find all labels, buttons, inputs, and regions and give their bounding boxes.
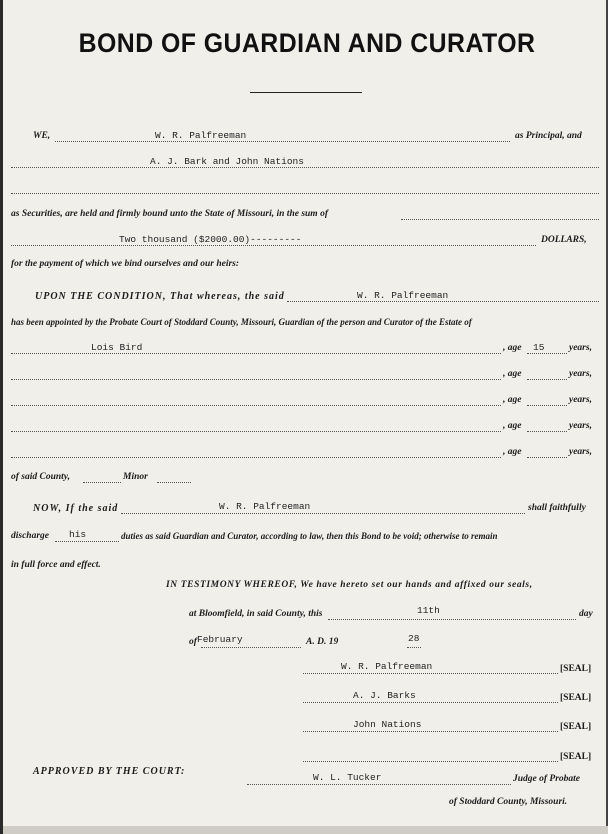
- blank-line: [11, 193, 599, 194]
- month-value: February: [197, 634, 243, 645]
- signature-line-3: [303, 731, 558, 732]
- day-label: day: [579, 609, 593, 619]
- force-text: in full force and effect.: [11, 560, 101, 570]
- minor-label: Minor: [123, 472, 148, 482]
- ward-line-2: [11, 379, 501, 380]
- ad-label: A. D. 19: [306, 637, 339, 647]
- ward-line-5: [11, 457, 501, 458]
- signature-2: A. J. Barks: [353, 690, 416, 701]
- judge-name: W. L. Tucker: [313, 772, 382, 783]
- we-label: WE,: [33, 131, 51, 141]
- years-label-5: years,: [569, 447, 592, 457]
- sum-line-1: [401, 219, 599, 220]
- minor-line: [157, 482, 191, 483]
- title-rule: [250, 92, 362, 93]
- seal-1: [SEAL]: [560, 664, 592, 674]
- month-line: [201, 647, 301, 648]
- document-title: BOND OF GUARDIAN AND CURATOR: [78, 28, 536, 58]
- now-line: [121, 513, 525, 514]
- pronoun: his: [69, 529, 87, 540]
- age-line-3: [527, 405, 567, 406]
- ward-line-1: [11, 353, 501, 354]
- page-bottom-edge: [3, 826, 608, 834]
- securities-line: [11, 167, 599, 168]
- judge-county: of Stoddard County, Missouri.: [449, 797, 568, 807]
- condition-line: [287, 301, 599, 302]
- payment-text: for the payment of which we bind ourselves and our heirs:: [11, 259, 240, 269]
- bond-sum: Two thousand ($2000.00)---------: [119, 234, 302, 245]
- years-label-2: years,: [569, 369, 592, 379]
- faithfully-text: shall faithfully: [528, 503, 586, 513]
- age-label-5: , age: [503, 447, 522, 457]
- as-principal-text: as Principal, and: [515, 131, 582, 141]
- now-name: W. R. Palfreeman: [219, 501, 311, 512]
- signature-3: John Nations: [353, 719, 422, 730]
- year-value: 28: [408, 633, 420, 644]
- county-label: of said County,: [11, 472, 71, 482]
- age-label-2: , age: [503, 369, 522, 379]
- age-label-4: , age: [503, 421, 522, 431]
- age-line-5: [527, 457, 567, 458]
- judge-line: [247, 784, 511, 785]
- judge-title: Judge of Probate: [513, 774, 581, 784]
- ward-line-4: [11, 431, 501, 432]
- appointed-text: has been appointed by the Probate Court of Stoddard County, Missouri, Guardian of the person and Curator of the Estate of: [11, 317, 472, 327]
- approved-text: APPROVED BY THE COURT:: [33, 766, 186, 777]
- principal-name: W. R. Palfreeman: [155, 130, 247, 141]
- dollars-label: DOLLARS,: [541, 235, 587, 245]
- signature-line-1: [303, 673, 558, 674]
- ward-name: Lois Bird: [91, 342, 143, 353]
- sum-line-2: [11, 245, 536, 246]
- ward-line-3: [11, 405, 501, 406]
- day-line: [328, 619, 576, 620]
- now-text: NOW, If the said: [33, 503, 119, 514]
- age-label-1: , age: [503, 343, 522, 353]
- place-text: at Bloomfield, in said County, this: [189, 609, 323, 619]
- years-label-3: years,: [569, 395, 592, 405]
- county-line: [83, 482, 121, 483]
- testimony-text: IN TESTIMONY WHEREOF, We have hereto set our hands and affixed our seals,: [166, 580, 533, 590]
- condition-name: W. R. Palfreeman: [357, 290, 449, 301]
- year-line: [407, 647, 421, 648]
- signature-line-4: [303, 761, 558, 762]
- of-label: of: [189, 637, 197, 647]
- securities-text: as Securities, are held and firmly bound unto the State of Missouri, in the sum of: [11, 209, 328, 219]
- age-label-3: , age: [503, 395, 522, 405]
- age-line-4: [527, 431, 567, 432]
- securities-names: A. J. Bark and John Nations: [150, 156, 304, 167]
- condition-text: UPON THE CONDITION, That whereas, the said: [35, 291, 285, 302]
- ward-age: 15: [533, 342, 545, 353]
- signature-1: W. R. Palfreeman: [341, 661, 433, 672]
- principal-line: [55, 141, 510, 142]
- signature-line-2: [303, 702, 558, 703]
- pronoun-line: [55, 541, 119, 542]
- years-label-4: years,: [569, 421, 592, 431]
- seal-3: [SEAL]: [560, 722, 592, 732]
- age-line-1: [527, 353, 567, 354]
- duties-text: duties as said Guardian and Curator, according to law, then this Bond to be void; otherwise to remain: [121, 531, 498, 541]
- age-line-2: [527, 379, 567, 380]
- seal-4: [SEAL]: [560, 752, 592, 762]
- day-value: 11th: [417, 605, 440, 616]
- seal-2: [SEAL]: [560, 693, 592, 703]
- years-label-1: years,: [569, 343, 592, 353]
- discharge-label: discharge: [11, 531, 49, 541]
